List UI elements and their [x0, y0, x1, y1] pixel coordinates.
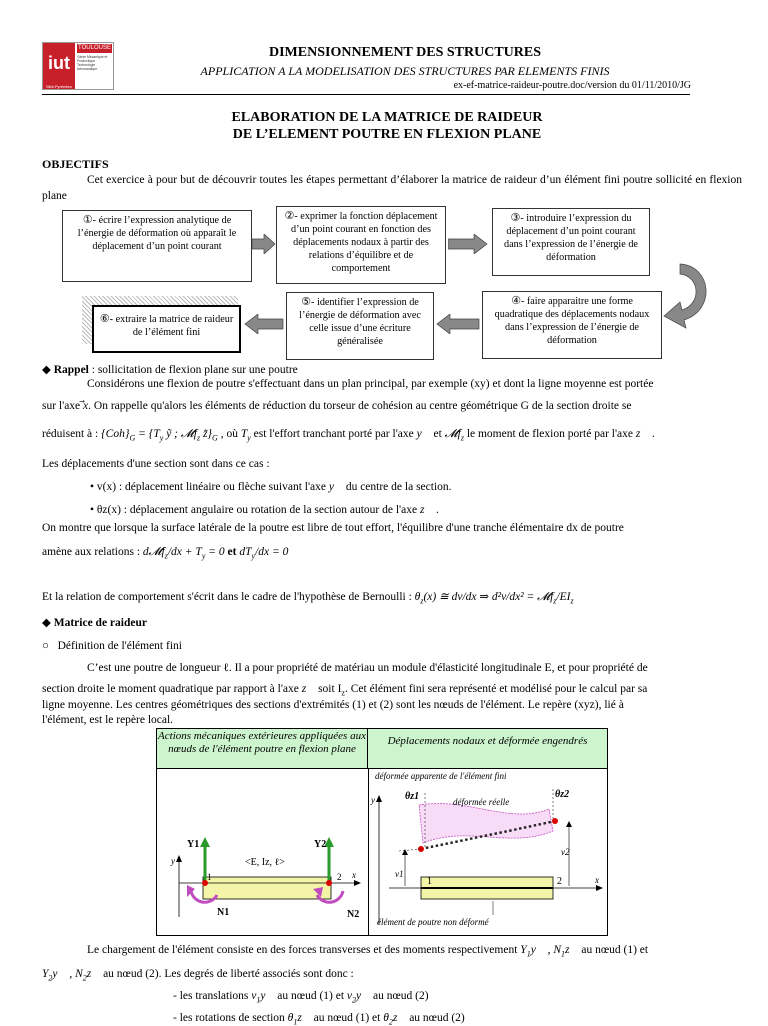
beam-loads-diagram — [157, 769, 367, 935]
dof-translations: - les translations $v_1y⃗$ au nœud (1) et $v_2y⃗$ au nœud (2) — [173, 990, 429, 1005]
arrow-left-icon — [436, 314, 480, 334]
arrow-right-icon — [252, 234, 276, 254]
step-3-number: ③ — [510, 211, 521, 224]
svg-text:x: x — [352, 870, 356, 880]
rappel-text: : sollicitation de flexion plane sur une poutre — [88, 364, 298, 376]
undeformed-element-label: élément de poutre non déformé — [377, 917, 489, 927]
objectifs-heading: OBJECTIFS — [42, 157, 109, 171]
step-5-text: - identifier l’expression de l’énergie de déformation avec celle issue d’une écriture généralisée — [299, 297, 421, 347]
dof-rotations: - les rotations de section $\theta_1z⃗$ au nœud (1) et $\theta_2z⃗$ au nœud (2) — [173, 1012, 465, 1026]
logo-subtitle: Génie Mécanique et Productique Technologie Aéronautique — [77, 55, 108, 71]
svg-text:2: 2 — [557, 876, 562, 887]
diamond-icon: ◆ — [42, 364, 51, 376]
matrice-p3: ligne moyenne. Les centres géométriques des sections d'extrémités (1) et (2) sont les nœuds de l'élément. Le repère (xyz), lié à — [42, 699, 624, 711]
theta-z2-label: θz2 — [555, 789, 570, 800]
rappel-line — [42, 362, 298, 376]
logo-iut-text: iut — [43, 43, 75, 89]
step-6-box — [92, 305, 241, 353]
curved-arrow-icon — [660, 258, 720, 330]
theta-z1-label: θz1 — [405, 791, 420, 802]
step-1-number: ① — [82, 213, 93, 226]
document-title-line-1: ELABORATION DE LA MATRICE DE RAIDEUR — [231, 110, 543, 125]
matrice-p2: section droite le moment quadratique par rapport à l'axe z⃗ soit $I_z$. Cet élément fini sera représenté et modélisé pour le calcul par sa — [42, 683, 648, 698]
step-3-text: - introduire l’expression du déplacement d’un point courant dans l’expression de l’énergie de déformation — [504, 213, 638, 263]
step-3-box — [492, 208, 650, 276]
document-title-line-2: DE L’ELEMENT POUTRE EN FLEXION PLANE — [232, 127, 542, 142]
svg-text:x: x — [595, 875, 599, 885]
logo-toulouse: TOULOUSE — [78, 45, 111, 51]
equation-bernoulli: $\theta_z(x)$ ≅ dv/dx ⇒ $d^2v/dx^2 = 𝓜f_z/EI_z$ — [414, 591, 574, 606]
element-properties: <E, Iz, ℓ> — [245, 857, 285, 868]
table-header-displacements: Déplacements nodaux et déformée engendrés — [368, 729, 607, 769]
step-1-text: - écrire l’expression analytique de l’énergie de déformation où apparaît le déplacement d’un point courant — [77, 215, 237, 252]
step-4-box — [482, 291, 662, 359]
equation-1: d𝓜f$_z$/dx + $T_y = 0$ — [142, 546, 228, 561]
svg-text:y: y — [371, 795, 375, 805]
step-5-box — [286, 292, 434, 360]
step-5-number: ⑤ — [301, 295, 312, 308]
step-6-number: ⑥ — [99, 312, 110, 325]
svg-text:y: y — [171, 856, 175, 866]
objectifs-text: Cet exercice à pour but de découvrir toutes les étapes permettant d’élaborer la matrice de raideur d’un élément fini poutre sollicité en flexion plane — [42, 174, 742, 202]
equation-2: $dT_y/dx = 0$ — [239, 546, 289, 561]
torseur-formula: $\{Coh\}_G = \{T_y$ ỹ ; 𝓜f$_z$ $z̃\}_G$ — [101, 428, 218, 443]
matrice-p1: C’est une poutre de longueur ℓ. Il a pour propriété de matériau un module d'élasticité longitudinale E, et pour propriété de — [87, 662, 648, 674]
equilibre-text: On montre que lorsque la surface latérale de la poutre est libre de tout effort, l'équilibre d'une tranche élémentaire dx de poutre — [42, 522, 624, 534]
element-table — [156, 728, 608, 936]
header-title: DIMENSIONNEMENT DES STRUCTURES — [268, 45, 542, 60]
vector-x: ⃗x — [83, 400, 89, 412]
v2-label: v2 — [561, 847, 570, 857]
force-Y1-label: Y1 — [187, 839, 200, 850]
iut-logo — [42, 42, 114, 90]
header-reference: ex-ef-matrice-raideur-poutre.doc/version du 01/11/2010/JG — [453, 80, 691, 91]
step-2-box — [276, 206, 446, 284]
step-4-text: - faire apparaitre une forme quadratique des déplacements nodaux dans l’expression de l’énergie de déformation — [494, 296, 650, 346]
arrow-left-icon — [244, 314, 284, 334]
force-Y2-label: Y2 — [314, 839, 327, 850]
deplacements-intro: Les déplacements d'une section sont dans ce cas : — [42, 458, 270, 470]
step-4-number: ④ — [511, 294, 521, 307]
step-6-text: - extraire la matrice de raideur de l’élément fini — [109, 314, 234, 338]
matrice-heading: ◆ Matrice de raideur — [42, 617, 147, 629]
real-deformed-label: déformée réelle — [453, 797, 510, 807]
bullet-deflection: • v(x) : déplacement linéaire ou flèche suivant l'axe y⃗ du centre de la section. — [90, 481, 452, 493]
matrice-p4: l'élément, est le repère local. — [42, 714, 174, 726]
svg-text:2: 2 — [337, 872, 342, 882]
header-divider — [42, 94, 690, 95]
arrow-right-icon — [448, 234, 488, 254]
circle-bullet-icon: ○ — [42, 640, 49, 652]
equilibre-relations: amène aux relations : d𝓜f$_z$/dx + $T_y = 0$ et $dT_y/dx = 0$ — [42, 546, 289, 561]
step-2-text: - exprimer la fonction déplacement d’un point courant en fonction des déplacements nodaux à partir des relations d’équilibre et de comportement — [290, 211, 438, 274]
logo-region: Midi-Pyrénées — [46, 84, 72, 89]
svg-text:1: 1 — [427, 876, 432, 887]
rappel-p3: réduisent à : $\{Coh\}_G = \{T_y$ ỹ ; 𝓜f$_z$ $z̃\}_G$ , où $T_y$ est l'effort tranchant porté par l'axe y⃗ et 𝓜f$_z$ le moment de flexion porté par l'axe z⃗ . — [42, 428, 656, 443]
apparent-deformed-label: déformée apparente de l'élément fini — [375, 771, 507, 781]
rappel-p1: Considérons une flexion de poutre s'effectuant dans un plan principal, par exemple (xy) et dont la ligne moyenne est portée — [87, 378, 654, 390]
loading-p1: Le chargement de l'élément consiste en des forces transverses et des moments respectivement $Y_1y⃗$ , $N_1z⃗$ au nœud (1) et — [87, 944, 649, 959]
bullet-rotation: • θz(x) : déplacement angulaire ou rotation de la section autour de l'axe z⃗ . — [90, 504, 440, 516]
rappel-label: Rappel — [53, 364, 89, 376]
moment-N2-label: N2 — [347, 909, 360, 920]
loading-p2: $Y_2y⃗$ , $N_2z⃗$ au nœud (2). Les degrés de liberté associés sont donc : — [42, 968, 354, 983]
v1-label: v1 — [395, 869, 404, 879]
bernoulli-relation: Et la relation de comportement s'écrit dans le cadre de l'hypothèse de Bernoulli : $\theta_z(x)$ ≅ dv/dx ⇒ $d^2v/dx^2 = 𝓜f_z/EI_z$ — [42, 591, 574, 606]
table-header-actions: Actions mécaniques extérieures appliquées aux nœuds de l'élément poutre en flexion plane — [157, 729, 368, 769]
rappel-p2: sur l'axe ⃗x. On rappelle qu'alors les éléments de réduction du torseur de cohésion au centre géométrique G de la section droite se — [42, 400, 632, 412]
diamond-icon: ◆ — [42, 617, 51, 629]
step-1-box — [62, 210, 252, 282]
definition-heading: ○ Définition de l'élément fini — [42, 640, 182, 652]
moment-N1-label: N1 — [217, 907, 230, 918]
header-subtitle: APPLICATION A LA MODELISATION DES STRUCTURES PAR ELEMENTS FINIS — [200, 64, 610, 78]
svg-text:1: 1 — [207, 872, 212, 882]
step-2-number: ② — [284, 209, 295, 222]
